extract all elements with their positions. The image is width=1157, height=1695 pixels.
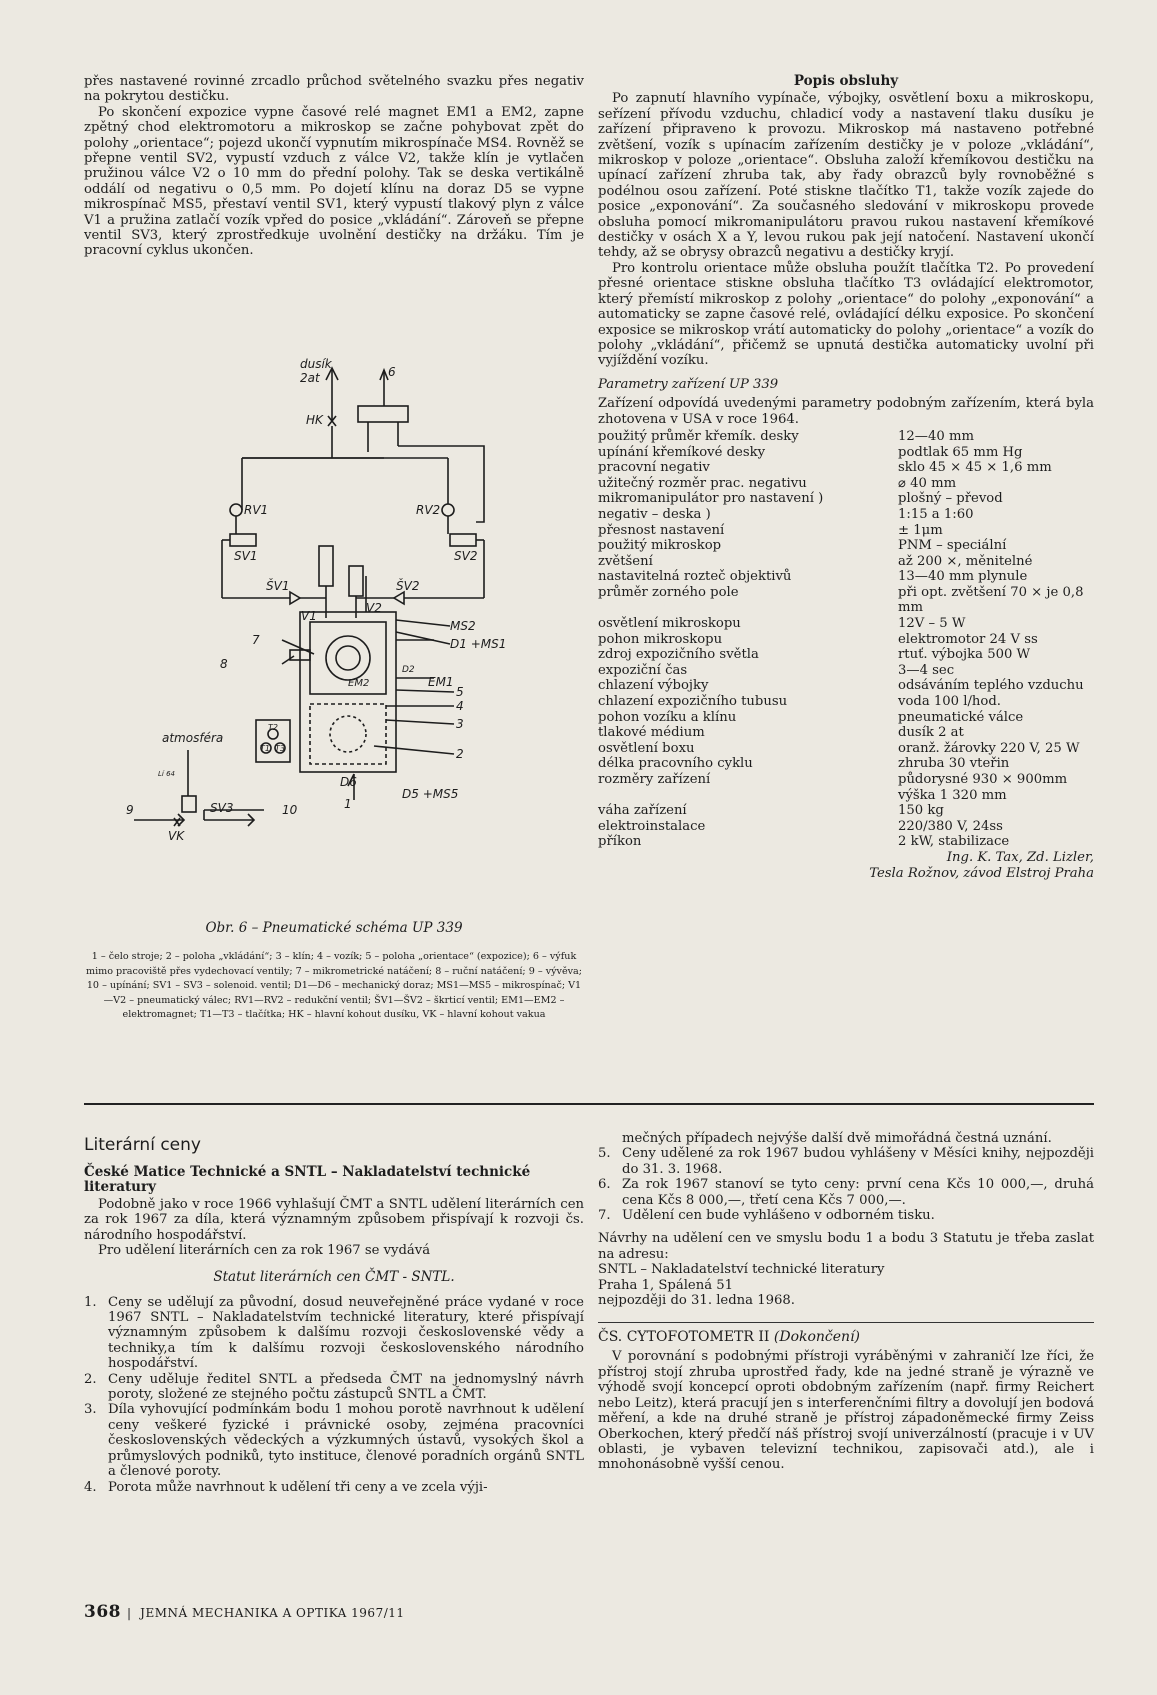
carriage — [310, 704, 386, 764]
right-column — [598, 74, 1094, 882]
address-line: Praha 1, Spálená 51 — [598, 1277, 734, 1293]
item-text: Ceny uděluje ředitel SNTL a předseda ČMT na jednomyslný návrh poroty, složené ze stejného počtu zástupců SNTL a ČMT. — [108, 1371, 584, 1403]
left-column — [84, 74, 584, 259]
spec-key: upínání křemíkové desky — [598, 444, 766, 460]
item-text: Ceny udělené za rok 1967 budou vyhlášeny v Měsíci knihy, nejpozději do 31. 3. 1968. — [622, 1146, 1094, 1177]
spec-key: pracovní negativ — [598, 460, 710, 476]
item-number: 4. — [84, 1479, 97, 1495]
rv1 — [230, 504, 242, 516]
spec-row — [598, 460, 1094, 476]
spec-key: chlazení výbojky — [598, 678, 709, 694]
spec-value: 3—4 sec — [898, 662, 955, 678]
fig-label: ŠV2 — [396, 579, 420, 593]
fig-label: 9 — [126, 803, 134, 817]
spec-key: užitečný rozměr prac. negativu — [598, 475, 807, 491]
fig-label: 5 — [456, 685, 464, 699]
spec-value: plošný – převod — [898, 491, 1003, 507]
paragraph: přes nastavené rovinné zrcadlo průchod světelného svazku přes negativ na pokrytou destičku. — [84, 74, 584, 105]
item-number: 1. — [84, 1294, 97, 1310]
paragraph: Podobně jako v roce 1966 vyhlašují ČMT a SNTL udělení literárních cen za rok 1967 za díla, která významným způsobem přispívají k rozvoji čs. národního hospodářství. — [84, 1197, 584, 1243]
spec-value: oranž. žárovky 220 V, 25 W — [898, 740, 1080, 756]
spec-key: tlakové médium — [598, 725, 705, 741]
fig-label: MS2 — [450, 619, 476, 633]
fig-label: 2 — [456, 747, 464, 761]
paragraph: Po zapnutí hlavního vypínače, výbojky, osvětlení boxu a mikroskopu, seřízení přívodu vzduchu, chladicí vody a nastavení tlaku dusíku je zařízení připraveno k provozu. Mikroskop má nastaveno potřebné zvětšení, vozík s upínacím zařízením destičky je v poloze „vkládání“, mikroskop v poloze „orientace“. Obsluha založí křemíkovou destičku na upínací zařízení zhruba tak, aby řady obrazců byly rovnoběžné s podélnou osou zařízení. Poté stiskne tlačítko T1, takže vozík zajede do posice „exponování“. Za současného sledování v mikroskopu provede obsluha pomocí mikromanipulátoru pravou rukou nastavení křemíkové destičky v osách X a Y, levou rukou pak její natočení. Nastavení ukončí tehdy, až se obrysy obrazců negativu a destičky kryjí. — [598, 91, 1094, 261]
spec-value: půdorysné 930 × 900mm výška 1 320 mm — [898, 772, 1068, 803]
item-number: 7. — [598, 1208, 611, 1224]
list-item — [84, 1295, 584, 1372]
statute-list-cont — [598, 1146, 1094, 1223]
spec-key: nastavitelná rozteč objektivů — [598, 569, 792, 585]
spec-value: při opt. zvětšení 70 × je 0,8 mm — [898, 584, 1084, 616]
statute-title: Statut literárních cen ČMT - SNTL. — [213, 1268, 455, 1285]
address-line: nejpozději do 31. ledna 1968. — [598, 1293, 795, 1309]
params-title: Parametry zařízení UP 339 — [598, 376, 779, 392]
spec-key: expoziční čas — [598, 662, 688, 678]
fig-label: 6 — [388, 365, 396, 379]
item-number: 6. — [598, 1177, 611, 1193]
list-item — [84, 1480, 584, 1495]
spec-row — [598, 678, 1094, 694]
spec-value: elektromotor 24 V ss — [898, 631, 1038, 647]
list-item — [598, 1208, 1094, 1223]
spec-row — [598, 741, 1094, 757]
fig-label: RV1 — [244, 503, 269, 517]
spec-key: použitý průměr křemík. desky — [598, 428, 799, 444]
fig-label: D5 +MS5 — [402, 787, 459, 801]
spec-value: 12—40 mm — [898, 428, 974, 444]
spec-value: 2 kW, stabilizace — [898, 834, 1010, 850]
spec-value: zhruba 30 vteřin — [898, 756, 1010, 772]
list-item — [84, 1372, 584, 1403]
fig-label: dusík — [300, 357, 332, 371]
spec-row — [598, 445, 1094, 461]
spec-key: průměr zorného pole — [598, 584, 739, 600]
item-number: 5. — [598, 1146, 611, 1162]
spec-row — [598, 585, 1094, 616]
spec-row — [598, 569, 1094, 585]
paragraph: Návrhy na udělení cen ve smyslu bodu 1 a bodu 3 Statutu je třeba zaslat na adresu: — [598, 1231, 1094, 1262]
spec-value: ⌀ 40 mm — [898, 475, 957, 491]
cylinder-v2 — [349, 566, 363, 596]
spec-row — [598, 491, 1094, 507]
fig-label: ŠV1 — [266, 579, 290, 593]
spec-key: váha zařízení — [598, 803, 687, 819]
spec-row — [598, 647, 1094, 663]
spec-key: použitý mikroskop — [598, 538, 722, 554]
spec-value: pneumatické válce — [898, 709, 1024, 725]
fig-label: VK — [168, 829, 185, 843]
spec-row — [598, 834, 1094, 850]
spec-key: negativ – deska ) — [598, 506, 711, 522]
spec-key: elektroinstalace — [598, 818, 706, 834]
spec-row — [598, 756, 1094, 772]
fig-label: 8 — [220, 657, 228, 671]
fig-label: RV2 — [416, 503, 441, 517]
list-item — [598, 1146, 1094, 1177]
spec-row — [598, 803, 1094, 819]
spec-value: PNM – speciální — [898, 538, 1007, 554]
spec-row — [598, 476, 1094, 492]
spec-key: pohon mikroskopu — [598, 631, 723, 647]
statute-list — [84, 1295, 584, 1495]
fig-label: 3 — [456, 717, 464, 731]
spec-key: zdroj expozičního světla — [598, 647, 759, 663]
spec-key: délka pracovního cyklu — [598, 756, 753, 772]
spec-value: 13—40 mm plynule — [898, 569, 1028, 585]
spec-row — [598, 507, 1094, 523]
paragraph: Pro udělení literárních cen za rok 1967 se vydává — [98, 1243, 431, 1259]
subheading: České Matice Technické a SNTL – Nakladatelství technické literatury — [84, 1164, 531, 1195]
fig-label: EM1 — [428, 675, 454, 689]
signature: Tesla Rožnov, závod Elstroj Praha — [869, 865, 1094, 881]
paragraph: mečných případech nejvýše další dvě mimořádná čestná uznání. — [622, 1131, 1052, 1146]
fig-label: Lí 64 — [158, 770, 175, 778]
spec-row — [598, 616, 1094, 632]
spec-key: osvětlení mikroskopu — [598, 616, 741, 632]
spec-value: ± 1μm — [898, 522, 943, 538]
fig-label: SV1 — [234, 549, 258, 563]
fig-label: V1 — [301, 609, 317, 623]
spec-value: 220/380 V, 24ss — [898, 818, 1003, 834]
spec-value: sklo 45 × 45 × 1,6 mm — [898, 460, 1052, 476]
spec-row — [598, 429, 1094, 445]
divider — [84, 1103, 1094, 1105]
spec-row — [598, 772, 1094, 803]
item-number: 2. — [84, 1371, 97, 1387]
spec-key: chlazení expozičního tubusu — [598, 694, 788, 710]
journal-title: JEMNÁ MECHANIKA A OPTIKA 1967/11 — [140, 1606, 405, 1620]
exhaust-manifold — [358, 406, 408, 422]
figure-legend: 1 – čelo stroje; 2 – poloha „vkládání“; 3 – klín; 4 – vozík; 5 – poloha „orientace“ (expozice); 6 – výfuk mimo pracoviště přes vydechovací ventily; 7 – mikrometrické natáčení; 8 – ruční natáčení; 9 – vývěva; 10 – upínání; SV1 – SV3 – solenoid. ventil; D1—D6 – mechanický doraz; MS1—MS5 – mikrospínač; V1—V2 – pneumatický válec; RV1—RV2 – redukční ventil; ŠV1—ŠV2 – škrticí ventil; EM1—EM2 – elektromagnet; T1—T3 – tlačítka; HK – hlavní kohout dusíku, VK – hlavní kohout vakua — [85, 951, 583, 1020]
pneumatic-diagram — [104, 350, 574, 910]
spec-row — [598, 694, 1094, 710]
fig-label: T2 — [268, 723, 278, 732]
spec-key: rozměry zařízení — [598, 772, 711, 787]
paragraph: V porovnání s podobnými přístroji vyráběnými v zahraničí lze říci, že přístroj stojí zhruba uprostřed řady, kde na jedné straně je výrazně ve výhodě svojí koncepcí oproti obdobným zařízením (např. firmy Reichert nebo Leitz), která pracují jen s interferenčními filtry a dovolují jen bodová měření, a kde na druhé straně je přístroj západoněmecké firmy Zeiss Oberkochen, který předčí náš přístroj svojí univerzálností (pracuje i v UV oblasti, je vybaven televizní technikou, zapisovači atd.), ale i mnohonásobně vyšší cenou. — [598, 1349, 1094, 1473]
spec-value: až 200 ×, měnitelné — [898, 553, 1033, 569]
paragraph: Zařízení odpovídá uvedenými parametry podobným zařízením, která byla zhotovena v USA v roce 1964. — [598, 396, 1094, 427]
list-item — [598, 1177, 1094, 1208]
literary-prizes-right — [598, 1131, 1094, 1473]
fig-label: HK — [306, 413, 323, 427]
fig-label: 1 — [344, 797, 352, 811]
literary-prizes-left — [84, 1131, 584, 1495]
fig-label: T3 — [275, 744, 285, 753]
paragraph: Pro kontrolu orientace může obsluha použít tlačítka T2. Po provedení přesné orientace stiskne obsluha tlačítko T3 ovládající elektromotor, který přemístí mikroskop z polohy „orientace“ do polohy „exponování“ a automaticky se zapne časové relé, ovládající délku exposice. Po skončení exposice se mikroskop vrátí automaticky do polohy „orientace“ a vozík do polohy „vkládání“, přičemž se upnutá destička automaticky uvolní při vyjíždění vozíku. — [598, 260, 1094, 369]
spec-table — [598, 429, 1094, 850]
spec-key: pohon vozíku a klínu — [598, 709, 737, 725]
item-text: Porota může navrhnout k udělení tři ceny a ve zcela výji- — [108, 1479, 488, 1495]
spec-value: dusík 2 at — [898, 725, 964, 741]
fig-label: 10 — [282, 803, 298, 817]
fig-label: 2at — [300, 371, 320, 385]
page-number: 368 — [84, 1602, 121, 1622]
spec-row — [598, 819, 1094, 835]
item-text: Udělení cen bude vyhlášeno v odborném tisku. — [622, 1208, 935, 1224]
fig-label: SV2 — [454, 549, 478, 563]
fig-label: atmosféra — [162, 731, 224, 745]
fig-label: V2 — [366, 601, 382, 615]
figure-caption: Obr. 6 – Pneumatické schéma UP 339 — [205, 920, 463, 936]
address-line: SNTL – Nakladatelství technické literatury — [598, 1262, 885, 1278]
spec-row — [598, 663, 1094, 679]
item-text: Ceny se udělují za původní, dosud neuveřejněné práce vydané v roce 1967 SNTL – Nakladatelstvím technické literatury, které přispívají významným způsobem k dalšímu rozvoji československé vědy a techniky,a tím k dalšímu rozvoji československého národního hospodářství. — [108, 1294, 584, 1372]
fig-label: EM2 — [348, 678, 370, 689]
section-title: Literární ceny — [84, 1135, 201, 1155]
spec-key: mikromanipulátor pro nastavení ) — [598, 491, 824, 507]
item-text: Za rok 1967 stanoví se tyto ceny: první cena Kčs 10 000,—, druhá cena Kčs 8 000,—, třetí cena Kčs 7 000,—. — [622, 1177, 1094, 1208]
spec-value: voda 100 l/hod. — [898, 694, 1001, 710]
spec-key: příkon — [598, 834, 642, 850]
spec-row — [598, 632, 1094, 648]
rv2 — [442, 504, 454, 516]
cylinder-v1 — [319, 546, 333, 586]
list-item — [84, 1402, 584, 1479]
spec-value: podtlak 65 mm Hg — [898, 444, 1023, 460]
spec-value: 1:15 a 1:60 — [898, 506, 974, 522]
section-heading: Popis obsluhy — [793, 73, 899, 89]
spec-key: zvětšení — [598, 553, 653, 569]
spec-row — [598, 710, 1094, 726]
box-subtitle: (Dokončení) — [773, 1329, 861, 1346]
box-title: ČS. CYTOFOTOMETR II — [598, 1329, 770, 1346]
spec-row — [598, 554, 1094, 570]
spec-value: 150 kg — [898, 803, 944, 819]
spec-row — [598, 725, 1094, 741]
spec-row — [598, 538, 1094, 554]
paragraph: Po skončení expozice vypne časové relé magnet EM1 a EM2, zapne zpětný chod elektromotoru a mikroskop se začne pohybovat zpět do polohy „orientace“; pojezd ukončí vypnutím mikrospínače MS4. Rovněž se přepne ventil SV2, vypustí vzduch z válce V2, takže klín je vytlačen pružinou válce V2 o 10 mm do přední polohy. Tak se deska vertikálně oddálí od negativu o 0,5 mm. Po dojetí klínu na doraz D5 se vypne mikrospínač MS5, přestaví ventil SV1, který vypustí tlakový plyn z válce V1 a pružina zatlačí vozík vpřed do posice „vkládání“. Zároveň se přepne ventil SV3, který zprostředkuje uvolnění destičky na držáku. Tím je pracovní cyklus ukončen. — [84, 104, 584, 259]
item-number: 3. — [84, 1402, 97, 1418]
fig-label: 7 — [252, 633, 260, 647]
item-text: Díla vyhovující podmínkám bodu 1 mohou porotě navrhnout k udělení ceny veškeré fyzické i právnické osoby, zejména pracovníci československých vědeckých a výzkumných ústavů, vysokých škol a průmyslových podniků, tyto instituce, členové poradních orgánů SNTL a členové poroty. — [108, 1402, 584, 1480]
spec-row — [598, 523, 1094, 539]
fig-label: SV3 — [210, 801, 234, 815]
fig-label: D2 — [402, 665, 415, 675]
spec-value: 12V – 5 W — [898, 616, 966, 632]
sv2 — [450, 534, 476, 546]
signature: Ing. K. Tax, Zd. Lizler, — [946, 849, 1094, 865]
fig-label: 4 — [456, 699, 464, 713]
spec-key: osvětlení boxu — [598, 740, 695, 756]
fig-label: D6 — [340, 775, 357, 789]
fig-label: D1 +MS1 — [450, 637, 507, 651]
sv1 — [230, 534, 256, 546]
spec-value: odsáváním teplého vzduchu — [898, 678, 1084, 694]
footer: 368 | JEMNÁ MECHANIKA A OPTIKA 1967/11 — [84, 1602, 405, 1622]
cytofotometr-box — [598, 1322, 1094, 1472]
spec-value: rtuť. výbojka 500 W — [898, 647, 1031, 663]
fig-label: T1 — [260, 744, 270, 753]
spec-key: přesnost nastavení — [598, 522, 725, 538]
